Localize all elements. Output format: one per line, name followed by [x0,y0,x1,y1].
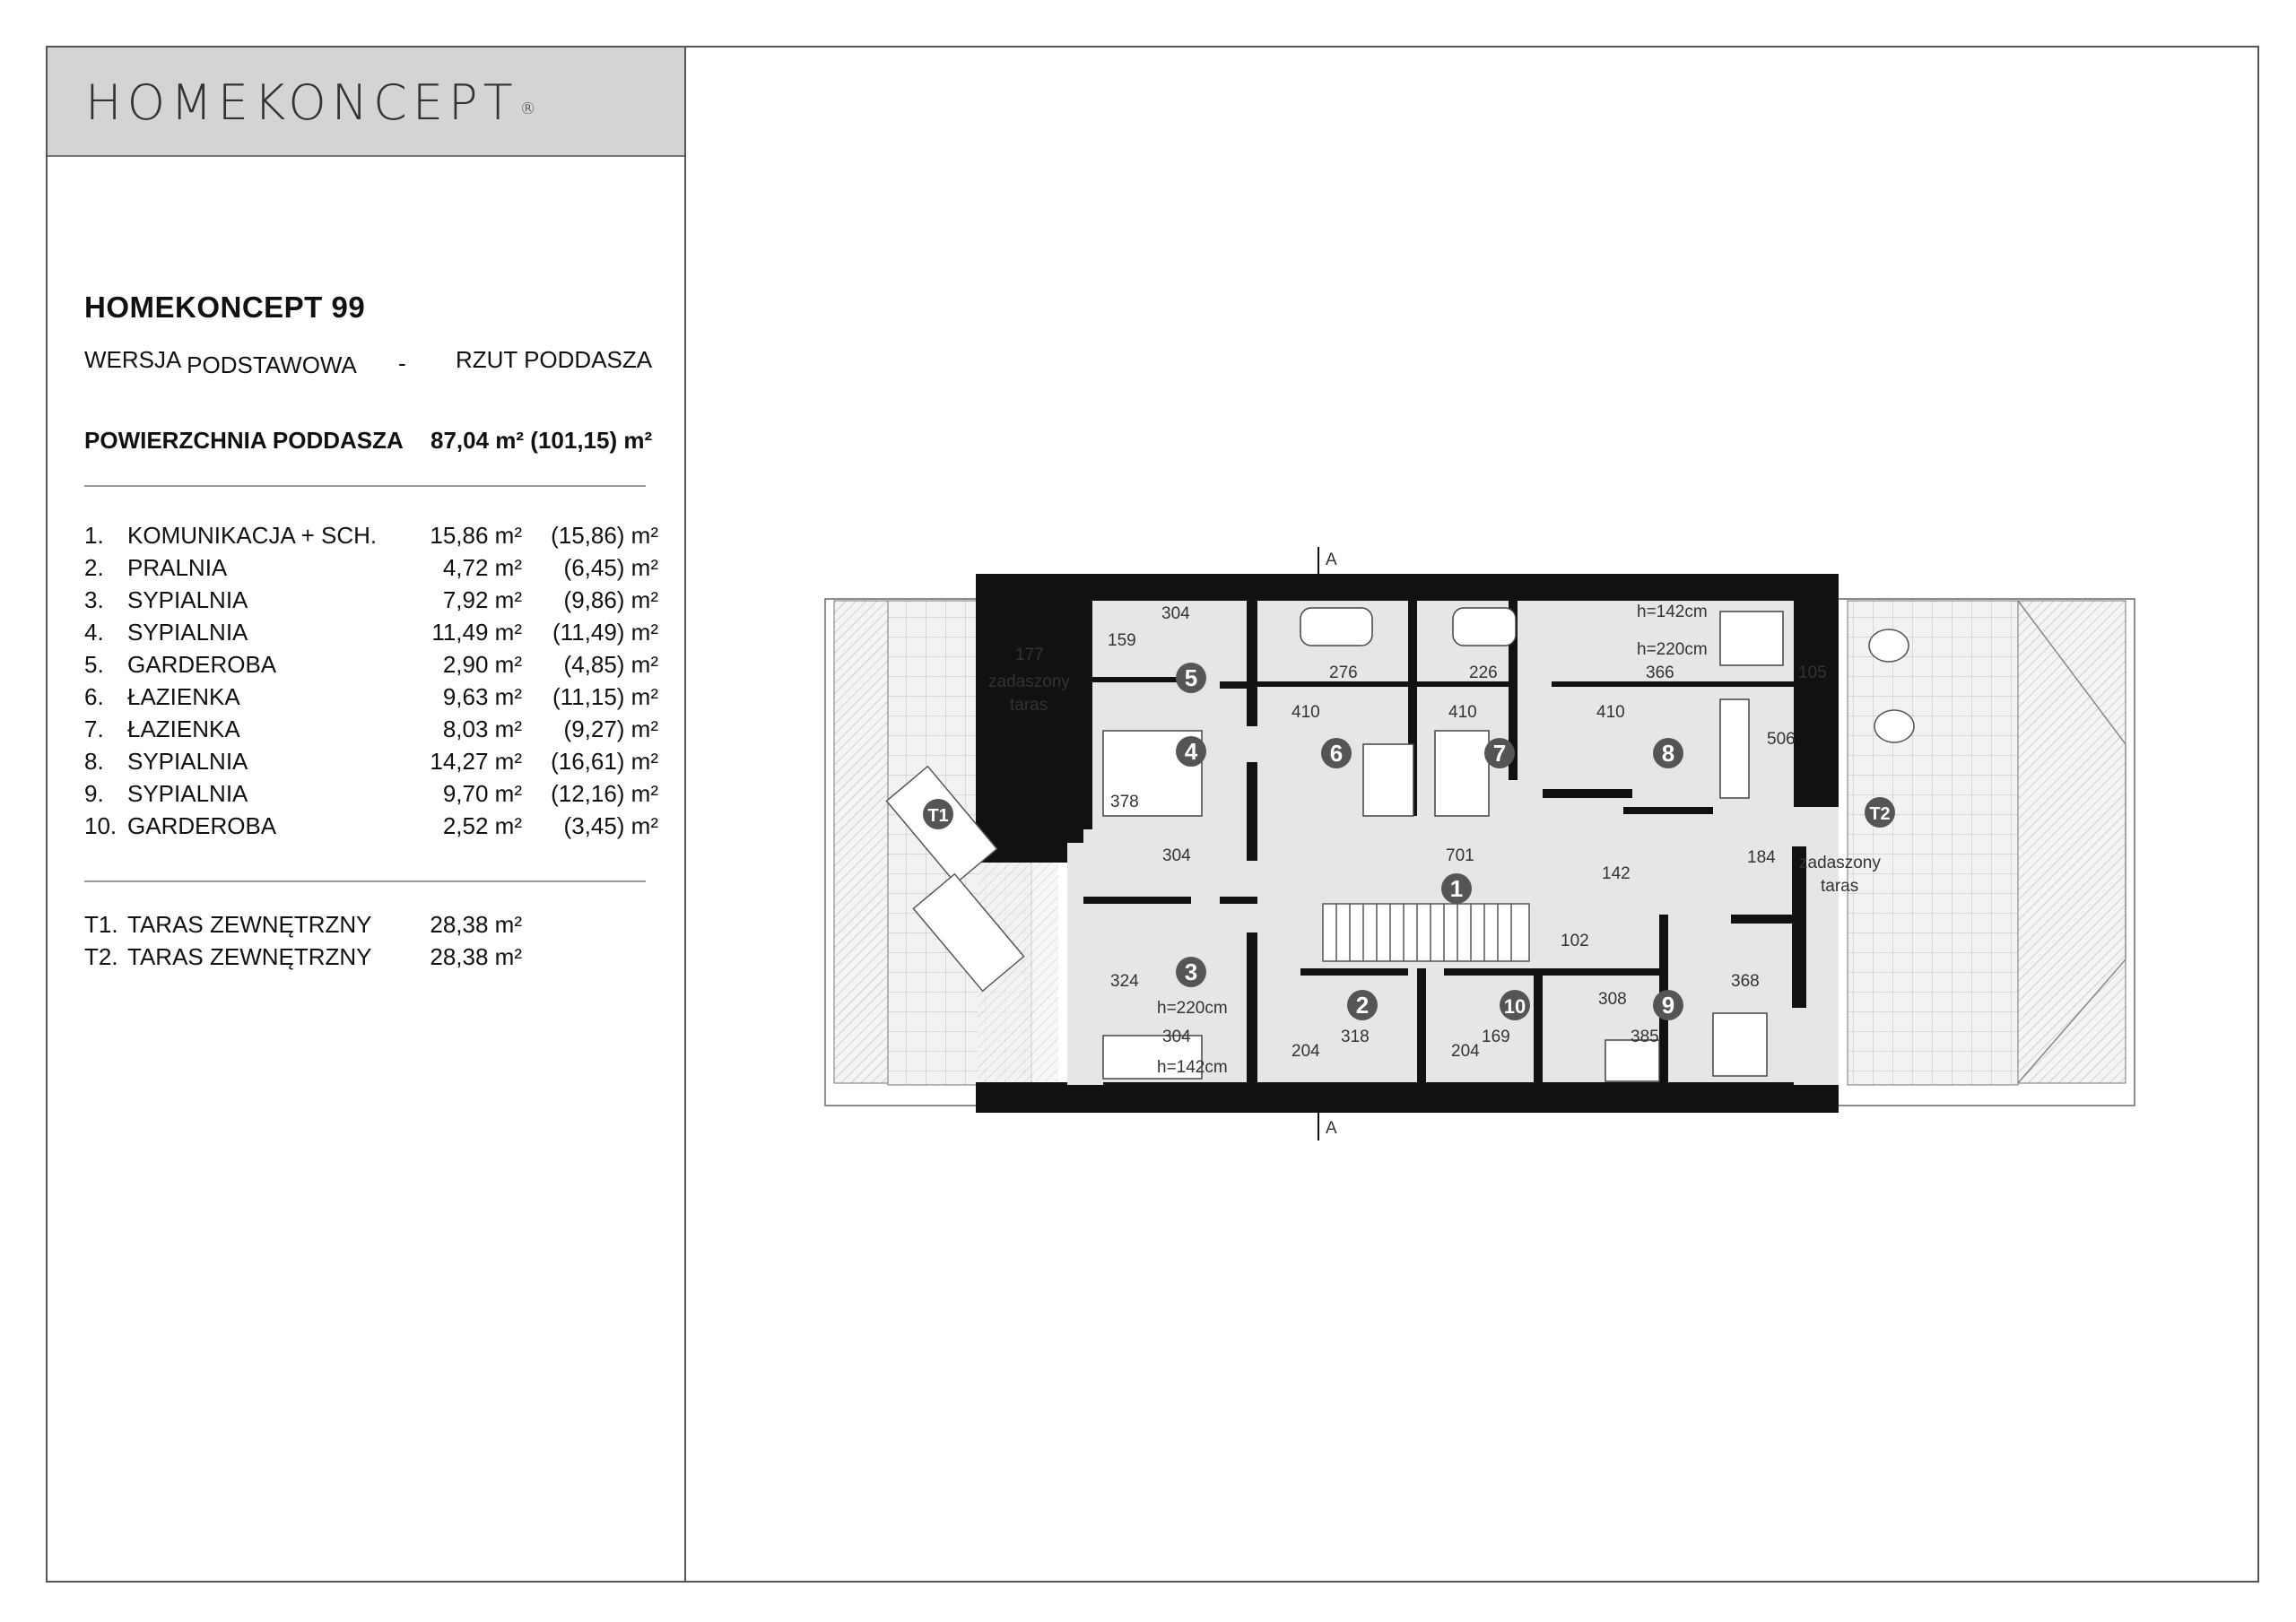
room-name: GARDEROBA [127,812,277,839]
terrace-name: TARAS ZEWNĘTRZNY [127,911,372,938]
dim-label: 506 [1767,730,1796,749]
logo-banner [48,48,684,157]
dim-label: 368 [1731,972,1760,991]
room-marker-label: 3 [1184,958,1198,985]
terrace-left-hatch [834,601,888,1083]
room-marker-label: 5 [1184,664,1198,691]
shower-room7 [1435,731,1489,816]
separator-line [84,880,646,882]
room-area: 15,86 m² [430,522,522,549]
room-name: PRALNIA [127,554,228,581]
section-mark-top [1318,547,1337,574]
version-prefix: WERSJA [84,346,180,373]
dim-label: 169 [1482,1028,1510,1046]
list-item [84,651,658,683]
dim-label: 385 [1631,1028,1659,1046]
version-name: PODSTAWOWA [187,351,357,378]
project-title: HOMEKONCEPT 99 [84,291,366,324]
view-name: RZUT PODDASZA [456,346,653,373]
dim-label: 159 [1108,631,1136,650]
desk-room9 [1713,1013,1767,1076]
terrace-list [84,911,658,976]
dim-label: 308 [1598,990,1627,1009]
dim-label: 142 [1602,864,1631,883]
room-number: 6. [84,683,104,710]
room-name: SYPIALNIA [127,748,248,775]
list-item [84,748,658,780]
dim-label: 318 [1341,1028,1370,1046]
room-marker-4 [1176,736,1206,767]
room-number: 5. [84,651,104,678]
registered-mark: ® [519,100,536,118]
room-name: ŁAZIENKA [127,716,240,742]
room-marker-10 [1500,990,1530,1020]
wardrobe-room8 [1720,699,1749,798]
dim-label: 177 [1015,646,1044,664]
room-name: ŁAZIENKA [127,683,240,710]
list-item [84,716,658,748]
terrace-area: 28,38 m² [430,911,522,938]
room-marker-2 [1347,990,1378,1020]
dim-label: 105 [1798,664,1827,682]
room-area-total: (3,45) m² [563,812,658,839]
dim-label: 701 [1446,846,1474,865]
room-name: SYPIALNIA [127,586,248,613]
room-name: SYPIALNIA [127,619,248,646]
room-area-total: (6,45) m² [563,554,658,581]
room-area-total: (12,16) m² [551,780,658,807]
room-number: 7. [84,716,104,742]
room-marker-5 [1176,663,1206,693]
dim-label: 184 [1747,848,1776,867]
bed-room8 [1720,612,1783,665]
room-area: 8,03 m² [442,716,522,742]
list-item [84,522,658,554]
room-number: 9. [84,780,104,807]
dim-label: 226 [1469,664,1498,682]
room-number: 8. [84,748,104,775]
dim-label: 378 [1110,793,1139,811]
section-label-top: A [1326,551,1337,569]
room-marker-t1 [923,799,953,829]
brand-logo-text: HOMEKONCEPT [85,74,518,131]
room-marker-label: 9 [1661,992,1675,1019]
panel-divider [684,46,686,1583]
version-separator: - [398,350,406,377]
room-number: 10. [84,812,117,839]
room-area: 2,52 m² [442,812,522,839]
terrace-number: T2. [84,943,118,970]
terrace-caption: zadaszony [1799,854,1881,872]
room-name: KOMUNIKACJA + SCH. [127,522,378,549]
brand-logo [85,74,536,131]
dim-label: 102 [1561,932,1589,950]
surface-label: POWIERZCHNIA PODDASZA [84,427,404,454]
list-item [84,780,658,812]
dim-label: 324 [1110,972,1139,991]
height-label: h=220cm [1157,999,1228,1018]
room-area: 7,92 m² [442,586,522,613]
room-area: 9,63 m² [442,683,522,710]
list-item [84,683,658,716]
wall-bottom [976,1082,1839,1113]
terrace-number: T1. [84,911,118,938]
room-marker-label: 7 [1492,740,1507,767]
list-item [84,911,658,943]
room-area: 4,72 m² [442,554,522,581]
room-area-total: (9,86) m² [563,586,658,613]
list-item [84,586,658,619]
height-label: h=142cm [1637,603,1708,621]
room-area: 14,27 m² [430,748,522,775]
terrace-t2 [1848,601,2018,1085]
terrace-area: 28,38 m² [430,943,522,970]
dim-label: 204 [1292,1042,1320,1061]
room-number: 1. [84,522,104,549]
dim-label: 366 [1646,664,1674,682]
bathtub-room6 [1300,608,1372,646]
room-marker-t2 [1865,797,1895,828]
room-marker-label: 6 [1329,740,1344,767]
shower-room6 [1363,744,1413,816]
room-marker-label: 8 [1661,740,1675,767]
height-label: h=142cm [1157,1058,1228,1077]
interior-floor-left [1067,843,1103,1085]
room-list [84,522,658,845]
room-marker-7 [1484,738,1515,768]
room-area: 9,70 m² [442,780,522,807]
room-name: GARDEROBA [127,651,277,678]
room-area-total: (9,27) m² [563,716,658,742]
room-marker-label: 4 [1184,738,1198,765]
room-marker-label: 1 [1449,875,1464,902]
terrace-caption: taras [1821,877,1859,896]
terrace-caption: taras [1010,696,1048,715]
room-marker-3 [1176,957,1206,987]
list-item [84,812,658,845]
dim-label: 304 [1162,846,1191,865]
dim-label: 304 [1162,1028,1191,1046]
wall-left-upper [976,601,1083,863]
room-marker-9 [1653,990,1683,1020]
list-item [84,554,658,586]
room-marker-6 [1321,738,1352,768]
dim-label: 276 [1329,664,1358,682]
room-number: 4. [84,619,104,646]
dim-label: 410 [1596,703,1625,722]
room-area-total: (4,85) m² [563,651,658,678]
dim-label: 410 [1448,703,1477,722]
list-item [84,619,658,651]
dim-label: 410 [1292,703,1320,722]
project-version [84,346,357,378]
room-marker-label: 2 [1355,992,1370,1019]
terrace-caption: zadaszony [988,672,1070,691]
floor-plan-drawing [807,538,2260,1138]
bathtub-room7 [1453,608,1516,646]
list-item [84,943,658,976]
staircase [1323,904,1529,961]
room-area: 11,49 m² [431,619,522,646]
room-marker-label: 10 [1503,995,1526,1018]
room-number: 3. [84,586,104,613]
room-number: 2. [84,554,104,581]
room-marker-label: T1 [927,806,949,826]
room-area-total: (11,15) m² [552,683,658,710]
height-label: h=220cm [1637,640,1708,659]
wall-right-upper [1794,601,1839,807]
wall-top [976,574,1839,601]
room-marker-8 [1653,738,1683,768]
section-label-bottom: A [1326,1119,1337,1138]
surface-value: 87,04 m² (101,15) m² [430,427,653,454]
separator-line [84,485,646,487]
dim-label: 204 [1451,1042,1480,1061]
room-area: 2,90 m² [442,651,522,678]
room-area-total: (16,61) m² [551,748,658,775]
floor-plan [807,538,2260,1138]
room-marker-label: T2 [1869,804,1891,824]
room-name: SYPIALNIA [127,780,248,807]
room-marker-1 [1441,873,1472,904]
terrace-name: TARAS ZEWNĘTRZNY [127,943,372,970]
room-area-total: (11,49) m² [552,619,658,646]
room-area-total: (15,86) m² [551,522,658,549]
dim-label: 304 [1161,604,1190,623]
